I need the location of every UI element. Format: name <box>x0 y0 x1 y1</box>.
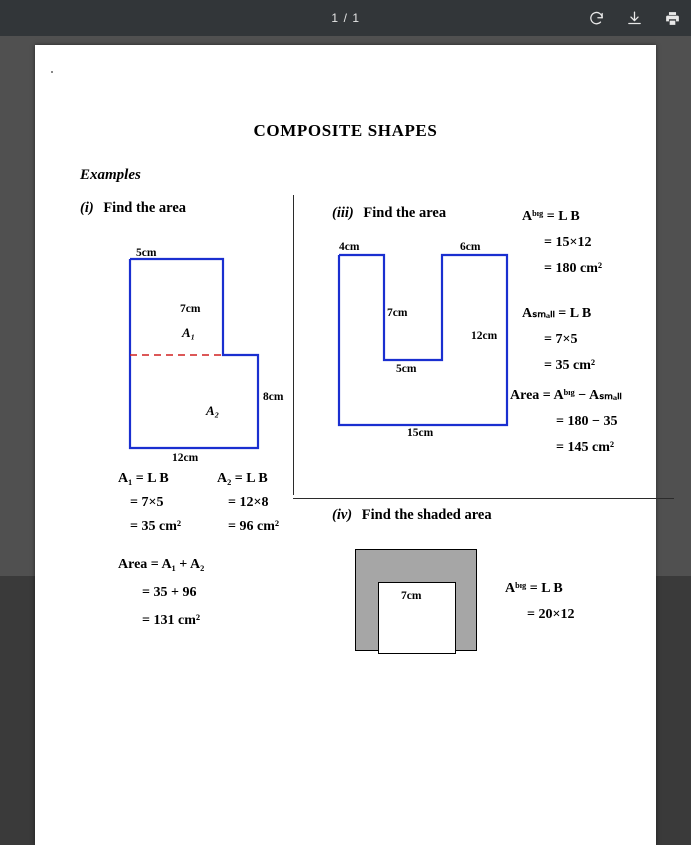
example-iv-heading <box>332 507 492 524</box>
example-iii-area-line-1: = 180 − 35 <box>556 414 618 429</box>
example-iv-label-inner-top: 7cm <box>401 590 422 602</box>
example-i-work-right-2: = 96 cm² <box>228 519 280 534</box>
print-icon[interactable] <box>663 9 681 27</box>
example-iii-small-line-2: = 35 cm² <box>544 358 596 373</box>
page-total: 1 <box>352 11 360 25</box>
example-iv-big-line-1: = 20×12 <box>527 607 575 622</box>
example-i-label-right-upper: 7cm <box>180 303 201 315</box>
example-i-work-left-2: = 35 cm² <box>130 519 182 534</box>
example-i-prompt: Find the area <box>103 200 187 216</box>
example-iii-shape-svg <box>317 235 537 435</box>
example-i-work-right-1: = 12×8 <box>228 495 269 510</box>
download-icon[interactable] <box>625 9 643 27</box>
example-i-figure <box>80 225 330 465</box>
example-iii-small-work <box>522 305 595 374</box>
rotate-icon[interactable] <box>587 9 605 27</box>
page-indicator <box>331 11 359 25</box>
example-iv-big-line-0: Aᵇᶦᵍ = L B <box>505 581 563 596</box>
examples-heading: Examples <box>80 167 141 183</box>
example-iv-outer-rect <box>355 549 477 651</box>
example-iii-big-work <box>522 209 602 277</box>
example-iii-big-line-1: = 15×12 <box>544 235 592 250</box>
example-iii-small-line-0: Aₛₘₐₗₗ = L B <box>522 306 592 321</box>
page-artifact-dot <box>51 71 53 73</box>
column-divider-horizontal <box>293 498 674 499</box>
page-separator: / <box>343 11 348 25</box>
example-i-number: (i) <box>80 200 94 216</box>
example-iii-label-top-right: 6cm <box>460 241 481 253</box>
example-iii-area-line-2: = 145 cm² <box>556 440 615 455</box>
example-i-shape-svg <box>80 225 330 455</box>
example-i-work-left-1: = 7×5 <box>130 495 164 510</box>
example-i-label-right-lower: 8cm <box>263 391 284 403</box>
example-i-label-area1: A₁ <box>182 325 196 340</box>
example-iii-big-line-0: Aᵇᶦᵍ = L B <box>522 209 580 224</box>
example-i-label-area2: A₂ <box>206 403 220 418</box>
example-iii-big-line-2: = 180 cm² <box>544 261 603 276</box>
example-iii-number: (iii) <box>332 205 354 221</box>
example-iii-label-inner-left: 7cm <box>387 307 408 319</box>
example-iv-big-work <box>505 581 574 623</box>
example-iii-small-line-1: = 7×5 <box>544 332 578 347</box>
page-current: 1 <box>331 11 339 25</box>
pdf-page-1 <box>35 45 656 845</box>
example-iii-area-result <box>510 387 622 456</box>
example-iii-prompt: Find the area <box>363 205 447 221</box>
pdf-viewport[interactable] <box>0 36 691 628</box>
example-i-area-line-1: = 35 + 96 <box>142 585 197 600</box>
example-iv-prompt: Find the shaded area <box>361 507 492 523</box>
example-iii-figure <box>317 235 537 439</box>
example-i-work-right-0: A₂ = L B <box>217 471 268 486</box>
page-title: COMPOSITE SHAPES <box>253 121 438 140</box>
example-iii-label-top-left: 4cm <box>339 241 360 253</box>
toolbar-actions <box>587 0 681 36</box>
example-i-work-left-0: A₁ = L B <box>118 471 169 486</box>
example-iii-heading <box>332 205 446 222</box>
example-iii-label-inner-bottom: 5cm <box>396 363 417 375</box>
example-iv-number: (iv) <box>332 507 353 523</box>
example-i-label-top: 5cm <box>136 247 157 259</box>
example-iii-area-line-0: Area = Aᵇᶦᵍ − Aₛₘₐₗₗ <box>510 388 622 403</box>
example-i-block <box>80 200 330 637</box>
example-i-area-result <box>80 557 330 637</box>
example-i-working <box>80 471 330 551</box>
example-i-label-bottom: 12cm <box>172 452 199 464</box>
pdf-toolbar <box>0 0 691 36</box>
example-i-area-line-2: = 131 cm² <box>142 613 201 628</box>
example-iii-label-bottom: 15cm <box>407 427 434 439</box>
example-iii-label-right: 12cm <box>471 330 498 342</box>
example-i-heading <box>80 200 330 217</box>
example-iv-figure <box>355 549 477 651</box>
example-i-area-line-0: Area = A₁ + A₂ <box>118 557 205 572</box>
